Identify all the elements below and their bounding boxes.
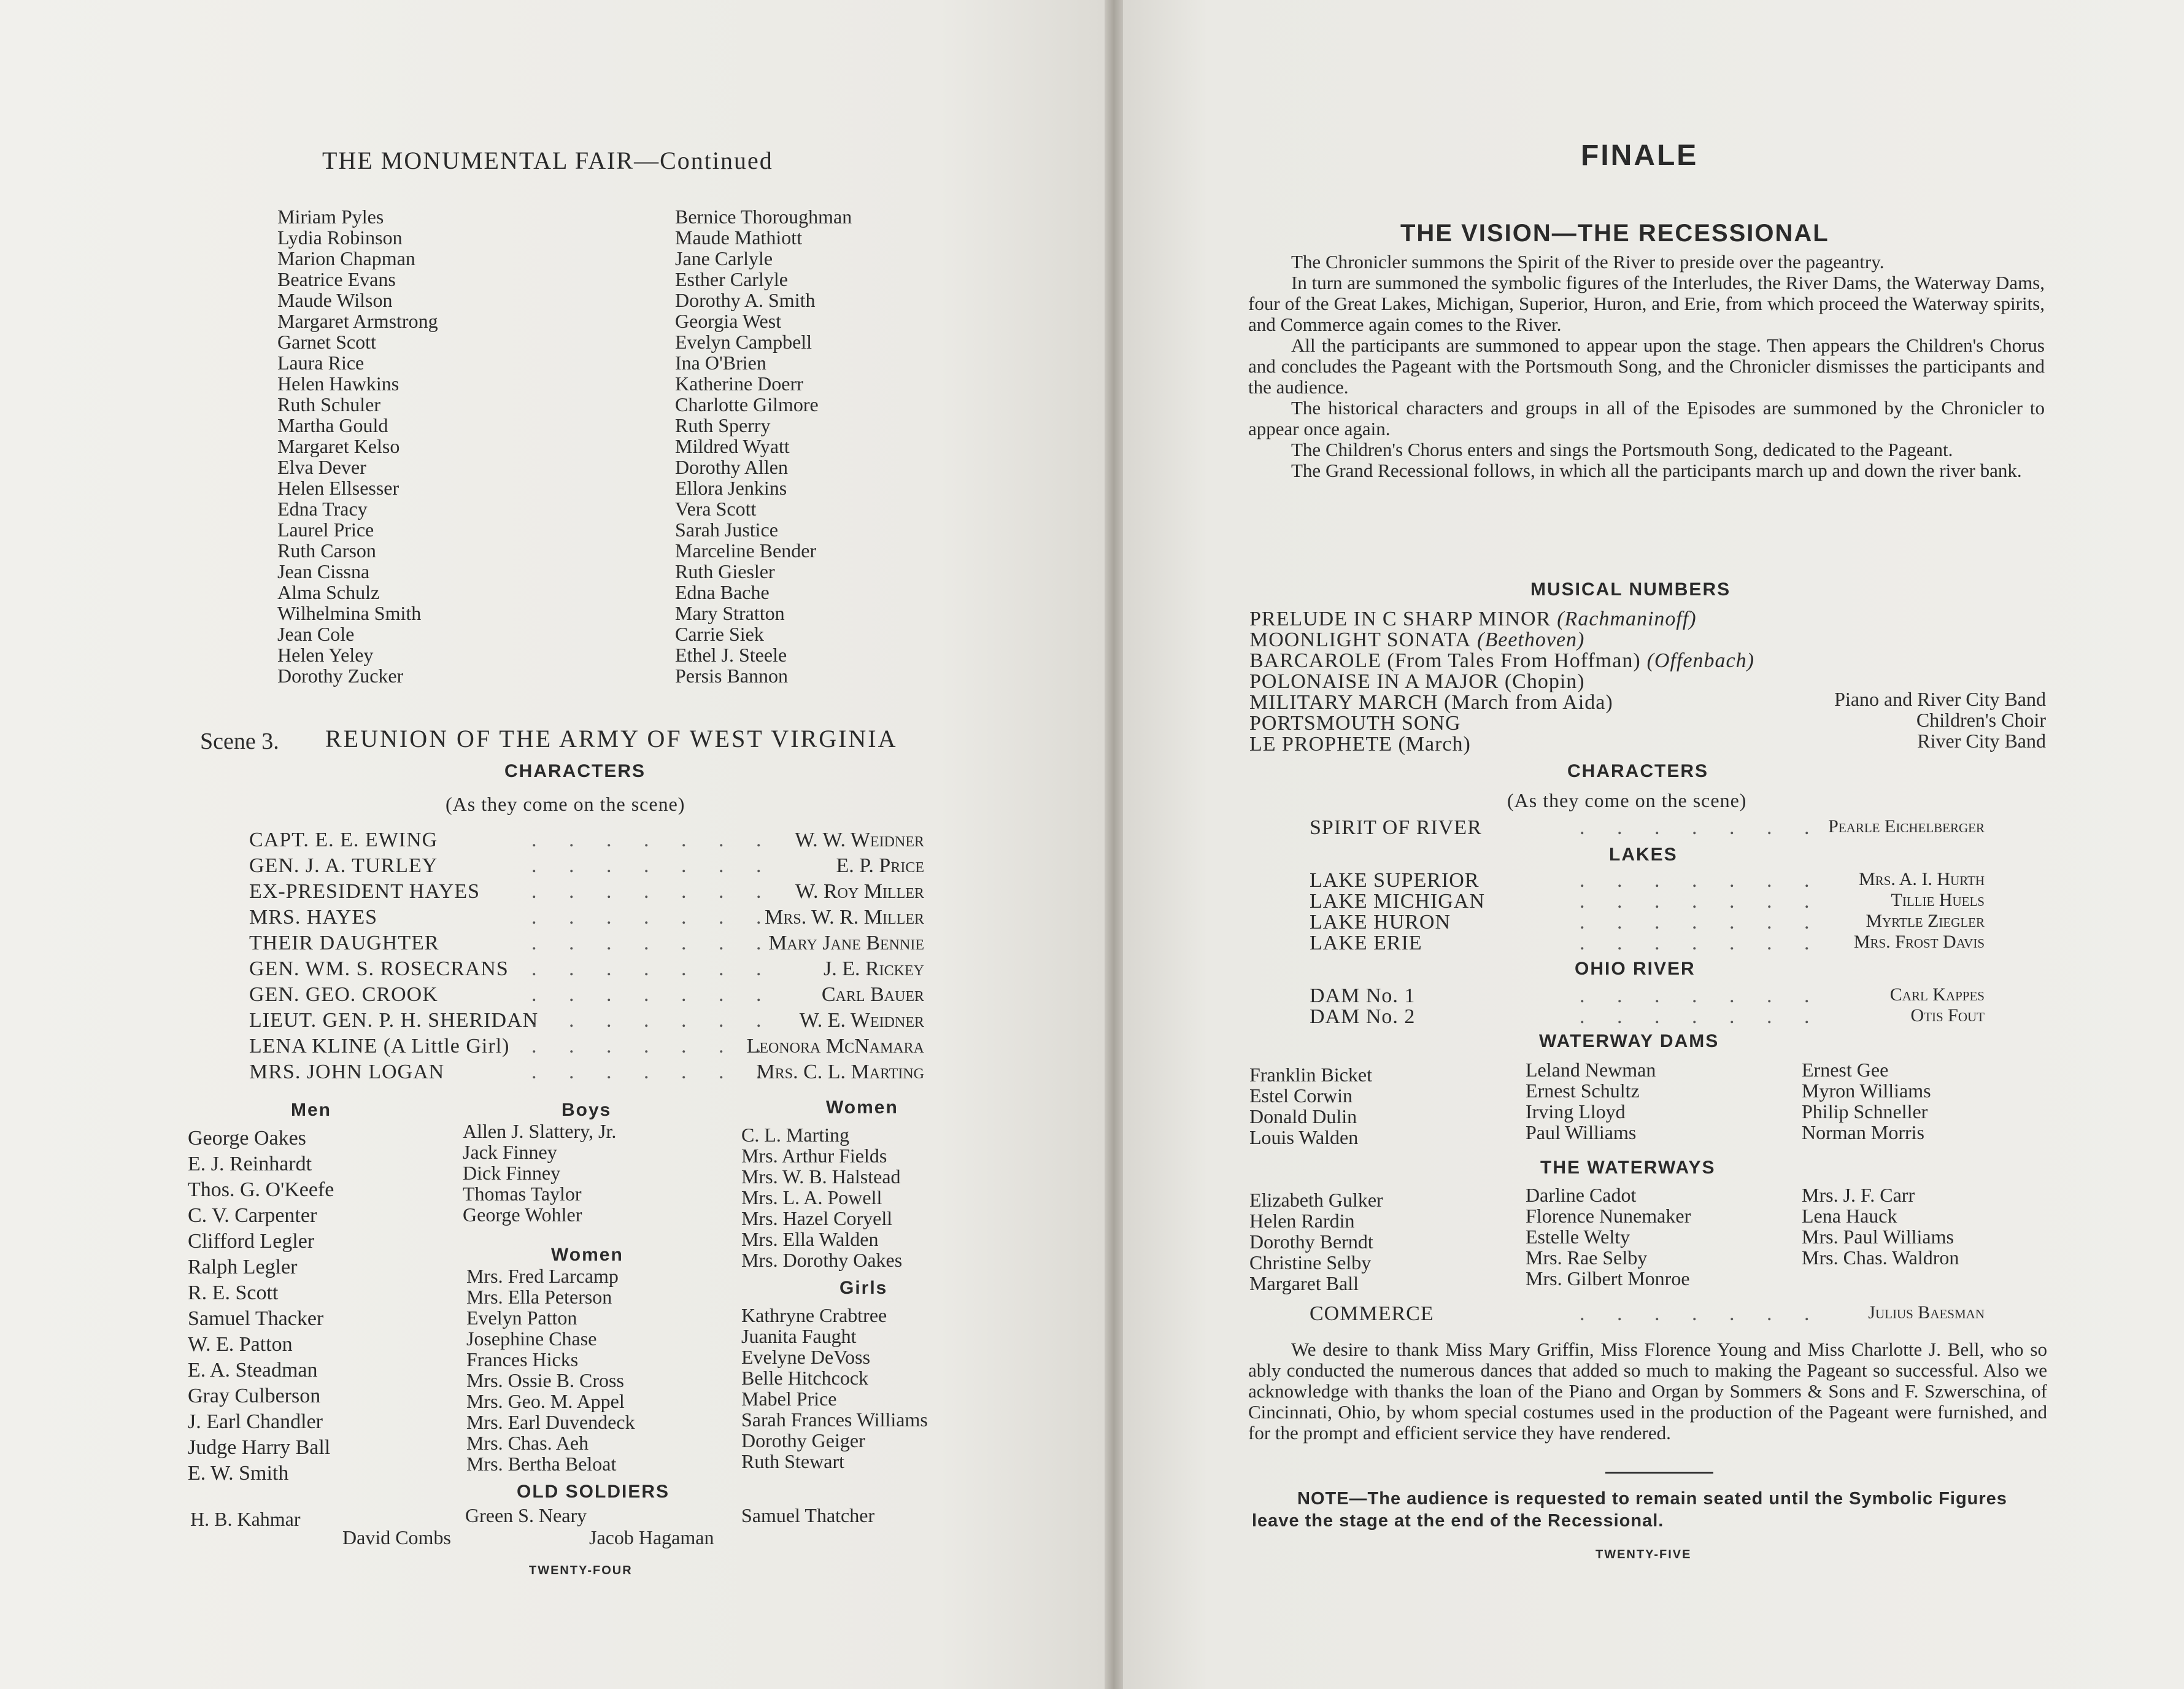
participant-name: Margaret Armstrong <box>277 310 438 332</box>
participant-name: Jean Cissna <box>277 560 370 582</box>
women-right-list <box>741 1124 902 1270</box>
role-name: CAPT. E. E. EWING <box>249 829 438 851</box>
participant-name: Norman Morris <box>1802 1121 1924 1143</box>
participant-name: Margaret Ball <box>1249 1272 1359 1294</box>
finale-characters-note: (As they come on the scene) <box>1507 789 1747 811</box>
fair-list-col1 <box>277 206 438 686</box>
participant-name: Irving Lloyd <box>1526 1100 1626 1123</box>
participant-name: Marion Chapman <box>277 247 415 269</box>
musical-composer: (Beethoven) <box>1477 628 1585 651</box>
participant-name: Dorothy A. Smith <box>675 289 816 311</box>
page-number: TWENTY-FIVE <box>1596 1548 1692 1561</box>
participant-name: Sarah Justice <box>675 519 778 541</box>
cast-row <box>1310 816 1985 837</box>
old-soldier: H. B. Kahmar <box>190 1508 301 1530</box>
participant-name: Darline Cadot <box>1526 1184 1637 1206</box>
page-title: THE MONUMENTAL FAIR—Continued <box>322 147 773 174</box>
participant-name: R. E. Scott <box>188 1281 279 1304</box>
participant-name: Helen Yeley <box>277 644 374 666</box>
participant-name: Persis Bannon <box>675 665 788 687</box>
participant-name: Ethel J. Steele <box>675 644 787 666</box>
role-name: DAM No. 2 <box>1310 1005 1416 1028</box>
book-gutter <box>1105 0 1123 1689</box>
participant-name: Ruth Carson <box>277 539 376 562</box>
participant-name: Judge Harry Ball <box>188 1436 331 1459</box>
role-name: LAKE ERIE <box>1310 932 1422 954</box>
participant-name: Evelyn Campbell <box>675 331 812 353</box>
participant-name: Lena Hauck <box>1802 1205 1897 1227</box>
cast-row <box>249 880 924 906</box>
role-name: COMMERCE <box>1310 1302 1434 1325</box>
paragraph: The Grand Recessional follows, in which all the participants march up and down the river bank. <box>1291 460 2022 481</box>
leader-dots: . . . . . . . <box>1580 869 1823 892</box>
actor-name: Julius Baesman <box>1868 1302 1985 1323</box>
participant-name: Elizabeth Gulker <box>1249 1189 1383 1211</box>
cast-row <box>249 829 924 854</box>
cast-row <box>249 1009 924 1035</box>
leader-dots: . . . . . . . <box>531 932 775 954</box>
role-name: LAKE SUPERIOR <box>1310 869 1480 892</box>
actor-name: Mrs. Frost Davis <box>1853 932 1985 952</box>
participant-name: Mabel Price <box>741 1388 837 1410</box>
participant-name: Mrs. Ossie B. Cross <box>466 1369 624 1391</box>
participant-name: Dorothy Berndt <box>1249 1231 1373 1253</box>
leader-dots: . . . . . . . <box>531 906 775 929</box>
participant-name: Myron Williams <box>1802 1080 1931 1102</box>
boys-heading: Boys <box>561 1100 612 1120</box>
participant-name: Elva Dever <box>277 456 366 478</box>
divider-rule <box>1605 1472 1713 1474</box>
leader-dots: . . . . . . . <box>531 854 775 877</box>
participant-name: Florence Nunemaker <box>1526 1205 1691 1227</box>
role-name: GEN. WM. S. ROSECRANS <box>249 957 509 980</box>
participant-name: Ellora Jenkins <box>675 477 787 499</box>
musical-number <box>1249 630 1754 651</box>
leader-dots: . . . . . . . <box>1580 911 1823 933</box>
participant-name: Leland Newman <box>1526 1059 1656 1081</box>
participant-name: Christine Selby <box>1249 1251 1372 1274</box>
leader-dots: . . . . . . . <box>531 983 775 1006</box>
actor-name: Mary Jane Bennie <box>768 932 924 954</box>
finale-title: FINALE <box>1581 139 1699 172</box>
musical-title: LE PROPHETE (March) <box>1249 733 1471 756</box>
participant-name: Ralph Legler <box>188 1256 298 1278</box>
participant-name: Mrs. Ella Walden <box>741 1228 879 1250</box>
participant-name: Josephine Chase <box>466 1328 597 1350</box>
actor-name: Myrtle Ziegler <box>1866 911 1985 931</box>
old-soldier: Samuel Thatcher <box>741 1504 875 1526</box>
participant-name: Frances Hicks <box>466 1348 579 1370</box>
participant-name: Lydia Robinson <box>277 226 403 249</box>
cast-row <box>249 1061 924 1086</box>
participant-name: George Oakes <box>188 1127 306 1150</box>
waterways-col3 <box>1802 1185 1959 1268</box>
leader-dots: . . . . . . . <box>531 957 775 980</box>
participant-name: J. Earl Chandler <box>188 1410 323 1433</box>
cast-row <box>249 1035 924 1061</box>
participant-name: Mrs. Paul Williams <box>1802 1226 1954 1248</box>
participant-name: Edna Tracy <box>277 498 368 520</box>
performer-credits <box>1657 689 2046 751</box>
participant-name: Mrs. Fred Larcamp <box>466 1265 619 1287</box>
cast-row <box>249 957 924 983</box>
actor-name: W. Roy Miller <box>795 880 924 903</box>
participant-name: Katherine Doerr <box>675 373 803 395</box>
actor-name: W. E. Weidner <box>799 1009 924 1032</box>
actor-name: Tillie Huels <box>1891 890 1985 910</box>
actor-name: E. P. Price <box>836 854 924 877</box>
waterway-dams-col2 <box>1526 1059 1656 1143</box>
participant-name: Mrs. Hazel Coryell <box>741 1207 893 1229</box>
girls-list <box>741 1305 928 1472</box>
fair-list-col2 <box>675 206 852 686</box>
spirit-of-river <box>1310 816 1985 837</box>
participant-name: W. E. Patton <box>188 1333 293 1356</box>
cast-row <box>249 983 924 1009</box>
participant-name: Allen J. Slattery, Jr. <box>463 1120 617 1142</box>
cast-row <box>1310 911 1985 932</box>
musical-heading: MUSICAL NUMBERS <box>1530 579 1731 600</box>
participant-name: Philip Schneller <box>1802 1100 1928 1123</box>
paragraph: The Chronicler summons the Spirit of the River to preside over the pageantry. <box>1291 251 1885 272</box>
thanks-paragraph <box>1248 1339 2047 1444</box>
leader-dots: . . . . . . . <box>1580 984 1823 1007</box>
participant-name: Maude Wilson <box>277 289 393 311</box>
finale-description <box>1248 252 2045 481</box>
participant-name: Ruth Giesler <box>675 560 775 582</box>
old-soldiers-heading: OLD SOLDIERS <box>517 1482 670 1502</box>
participant-name: Alma Schulz <box>277 581 380 603</box>
leader-dots: . . . . . . . <box>1580 816 1823 839</box>
participant-name: Mrs. J. F. Carr <box>1802 1184 1915 1206</box>
women-center-list <box>466 1266 635 1474</box>
role-name: MRS. JOHN LOGAN <box>249 1061 445 1083</box>
participant-name: Mrs. Dorothy Oakes <box>741 1249 903 1271</box>
cast-row <box>1310 1302 1985 1323</box>
leader-dots: . . . . . . . <box>531 1061 775 1083</box>
participant-name: Ruth Schuler <box>277 393 380 415</box>
lakes-list <box>1310 869 1985 953</box>
scene-title: REUNION OF THE ARMY OF WEST VIRGINIA <box>325 725 898 752</box>
boys-list <box>463 1121 616 1225</box>
participant-name: Louis Walden <box>1249 1126 1359 1148</box>
participant-name: Mrs. Geo. M. Appel <box>466 1390 625 1412</box>
paragraph: The historical characters and groups in all of the Episodes are summoned by the Chronicler to appear once again. <box>1248 397 2045 439</box>
participant-name: Dorothy Geiger <box>741 1429 865 1451</box>
dams-list <box>1310 984 1985 1026</box>
leader-dots: . . . . . . . <box>1580 932 1823 954</box>
old-soldier: Jacob Hagaman <box>589 1526 714 1548</box>
participant-name: Martha Gould <box>277 414 388 436</box>
cast-row <box>1310 932 1985 953</box>
participant-name: Belle Hitchcock <box>741 1367 869 1389</box>
waterways-col1 <box>1249 1189 1383 1294</box>
participant-name: Helen Ellsesser <box>277 477 399 499</box>
actor-name: W. W. Weidner <box>795 829 924 851</box>
cast-row <box>1310 1005 1985 1026</box>
finale-characters-heading: CHARACTERS <box>1567 761 1708 781</box>
role-name: LAKE HURON <box>1310 911 1451 933</box>
participant-name: Mrs. Gilbert Monroe <box>1526 1267 1690 1289</box>
paragraph: The Children's Chorus enters and sings the Portsmouth Song, dedicated to the Pageant. <box>1291 439 1953 460</box>
actor-name: Otis Fout <box>1910 1005 1985 1026</box>
actor-name: Mrs. C. L. Marting <box>756 1061 924 1083</box>
leader-dots: . . . . . . . <box>531 1009 775 1032</box>
cast-row <box>249 854 924 880</box>
participant-name: Mrs. Chas. Waldron <box>1802 1246 1959 1269</box>
participant-name: Sarah Frances Williams <box>741 1409 928 1431</box>
participant-name: Carrie Siek <box>675 623 764 645</box>
participant-name: Beatrice Evans <box>277 268 396 290</box>
leader-dots: . . . . . . . <box>531 1035 775 1057</box>
participant-name: Evelyne DeVoss <box>741 1346 871 1368</box>
finale-subtitle: THE VISION—THE RECESSIONAL <box>1400 220 1829 247</box>
participant-name: Mrs. Rae Selby <box>1526 1246 1648 1269</box>
participant-name: Bernice Thoroughman <box>675 206 852 228</box>
thanks-text: We desire to thank Miss Mary Griffin, Miss Florence Young and Miss Charlotte J. Bell, who so ably conducted the numerous dances that added so much to making the Pageant so successful. Also we acknowledge with thanks the loan of the Piano and Organ by Sommers & Sons and F. Szwerschina, of Cincinnati, Ohio, by whom special costumes used in the production of the Pageant were furnished, and for the prompt and efficient service they have rendered. <box>1248 1339 2047 1444</box>
participant-name: E. W. Smith <box>188 1462 289 1485</box>
participant-name: Edna Bache <box>675 581 770 603</box>
musical-number <box>1249 651 1754 671</box>
leader-dots: . . . . . . . <box>1580 890 1823 913</box>
performer: Piano and River City Band <box>1834 688 2046 710</box>
performer: River City Band <box>1917 730 2046 752</box>
women-heading-right: Women <box>826 1097 898 1118</box>
participant-name: E. J. Reinhardt <box>188 1153 312 1175</box>
women-heading-center: Women <box>551 1245 623 1265</box>
musical-title: PORTSMOUTH SONG <box>1249 712 1461 735</box>
characters-heading: CHARACTERS <box>504 761 646 781</box>
role-name: SPIRIT OF RIVER <box>1310 816 1482 839</box>
participant-name: Evelyn Patton <box>466 1307 577 1329</box>
participant-name: Jack Finney <box>463 1141 557 1163</box>
participant-name: E. A. Steadman <box>188 1359 318 1382</box>
characters-note: (As they come on the scene) <box>446 793 685 815</box>
participant-name: Georgia West <box>675 310 782 332</box>
participant-name: Miriam Pyles <box>277 206 384 228</box>
participant-name: George Wohler <box>463 1204 582 1226</box>
musical-title: PRELUDE IN C SHARP MINOR <box>1249 608 1551 630</box>
actor-name: Carl Kappes <box>1889 984 1985 1005</box>
leader-dots: . . . . . . . <box>531 880 775 903</box>
scene-label: Scene 3. <box>200 729 279 754</box>
participant-name: Charlotte Gilmore <box>675 393 819 415</box>
participant-name: Laurel Price <box>277 519 374 541</box>
leader-dots: . . . . . . . <box>531 829 775 851</box>
waterways-col2 <box>1526 1185 1691 1289</box>
participant-name: Vera Scott <box>675 498 757 520</box>
actor-name: Pearle Eichelberger <box>1828 816 1985 837</box>
role-name: LIEUT. GEN. P. H. SHERIDAN <box>249 1009 539 1032</box>
role-name: LAKE MICHIGAN <box>1310 890 1485 913</box>
participant-name: Mrs. L. A. Powell <box>741 1186 882 1208</box>
participant-name: Helen Rardin <box>1249 1210 1355 1232</box>
role-name: MRS. HAYES <box>249 906 378 929</box>
participant-name: C. L. Marting <box>741 1124 849 1146</box>
participant-name: Ruth Stewart <box>741 1450 844 1472</box>
participant-name: Dorothy Allen <box>675 456 788 478</box>
actor-name: J. E. Rickey <box>823 957 924 980</box>
commerce-row <box>1310 1302 1985 1323</box>
cast-row <box>249 932 924 957</box>
old-soldier: Green S. Neary <box>465 1504 587 1526</box>
men-list <box>188 1126 334 1486</box>
participant-name: Ina O'Brien <box>675 352 766 374</box>
role-name: THEIR DAUGHTER <box>249 932 439 954</box>
waterway-dams-col1 <box>1249 1064 1372 1148</box>
lakes-heading: LAKES <box>1609 844 1678 865</box>
role-name: GEN. J. A. TURLEY <box>249 854 438 877</box>
participant-name: Laura Rice <box>277 352 365 374</box>
participant-name: Estelle Welty <box>1526 1226 1630 1248</box>
participant-name: Ernest Schultz <box>1526 1080 1640 1102</box>
page-number: TWENTY-FOUR <box>529 1564 633 1577</box>
cast-row <box>1310 984 1985 1005</box>
participant-name: Margaret Kelso <box>277 435 400 457</box>
role-name: EX-PRESIDENT HAYES <box>249 880 480 903</box>
participant-name: Franklin Bicket <box>1249 1064 1372 1086</box>
participant-name: Jane Carlyle <box>675 247 773 269</box>
leader-dots: . . . . . . . <box>1580 1302 1823 1325</box>
waterway-dams-heading: WATERWAY DAMS <box>1539 1031 1719 1051</box>
participant-name: Samuel Thacker <box>188 1307 324 1330</box>
musical-title: MILITARY MARCH (March from Aida) <box>1249 691 1613 714</box>
ohio-heading: OHIO RIVER <box>1575 959 1696 979</box>
participant-name: Estel Corwin <box>1249 1084 1352 1107</box>
actor-name: Leonora McNamara <box>746 1035 924 1057</box>
performer: Children's Choir <box>1916 709 2046 731</box>
participant-name: Clifford Legler <box>188 1230 315 1253</box>
participant-name: Thos. G. O'Keefe <box>188 1178 334 1201</box>
musical-title: MOONLIGHT SONATA <box>1249 628 1472 651</box>
participant-name: Donald Dulin <box>1249 1105 1357 1127</box>
note: NOTE—The audience is requested to remain seated until the Symbolic Figures leave the stage at the end of the Recessional. <box>1252 1489 2007 1531</box>
cast-row <box>249 906 924 932</box>
participant-name: Dorothy Zucker <box>277 665 404 687</box>
participant-name: Paul Williams <box>1526 1121 1637 1143</box>
cast-list <box>249 829 924 1086</box>
participant-name: Juanita Faught <box>741 1325 857 1347</box>
leader-dots: . . . . . . . <box>1580 1005 1823 1028</box>
participant-name: Mrs. Ella Peterson <box>466 1286 612 1308</box>
participant-name: Dick Finney <box>463 1162 561 1184</box>
participant-name: Garnet Scott <box>277 331 376 353</box>
girls-heading: Girls <box>839 1278 888 1298</box>
cast-row <box>1310 869 1985 890</box>
participant-name: Helen Hawkins <box>277 373 399 395</box>
participant-name: Jean Cole <box>277 623 355 645</box>
participant-name: C. V. Carpenter <box>188 1204 317 1227</box>
role-name: LENA KLINE (A Little Girl) <box>249 1035 510 1057</box>
participant-name: Gray Culberson <box>188 1385 321 1407</box>
actor-name: Carl Bauer <box>821 983 924 1006</box>
participant-name: Kathryne Crabtree <box>741 1304 887 1326</box>
musical-title: BARCAROLE (From Tales From Hoffman) <box>1249 649 1641 672</box>
participant-name: Marceline Bender <box>675 539 817 562</box>
paragraph: In turn are summoned the symbolic figures of the Interludes, the River Dams, the Waterway Dams, four of the Great Lakes, Michigan, Superior, Huron, and Erie, from which proceed the Waterway spirits, and Commerce again comes to the River. <box>1248 272 2045 335</box>
participant-name: Mrs. Bertha Beloat <box>466 1453 617 1475</box>
participant-name: Mildred Wyatt <box>675 435 790 457</box>
participant-name: Mary Stratton <box>675 602 785 624</box>
participant-name: Mrs. Chas. Aeh <box>466 1432 589 1454</box>
old-soldier: David Combs <box>342 1526 451 1548</box>
musical-composer: (Offenbach) <box>1646 649 1754 672</box>
participant-name: Ruth Sperry <box>675 414 771 436</box>
role-name: GEN. GEO. CROOK <box>249 983 438 1006</box>
musical-title: POLONAISE IN A MAJOR (Chopin) <box>1249 670 1585 693</box>
men-heading: Men <box>291 1100 331 1120</box>
actor-name: Mrs. W. R. Miller <box>765 906 924 929</box>
waterways-heading: THE WATERWAYS <box>1540 1158 1716 1178</box>
paragraph: All the participants are summoned to appear upon the stage. Then appears the Children's Chorus and concludes the Pageant with the Portsmouth Song, and the Chronicler dismisses the participants and the audience. <box>1248 334 2045 398</box>
participant-name: Mrs. W. B. Halstead <box>741 1165 901 1188</box>
participant-name: Mrs. Earl Duvendeck <box>466 1411 635 1433</box>
participant-name: Thomas Taylor <box>463 1183 582 1205</box>
musical-composer: (Rachmaninoff) <box>1557 608 1697 630</box>
participant-name: Mrs. Arthur Fields <box>741 1145 887 1167</box>
musical-number <box>1249 609 1754 630</box>
participant-name: Ernest Gee <box>1802 1059 1889 1081</box>
role-name: DAM No. 1 <box>1310 984 1416 1007</box>
participant-name: Wilhelmina Smith <box>277 602 422 624</box>
actor-name: Mrs. A. I. Hurth <box>1859 869 1985 889</box>
participant-name: Maude Mathiott <box>675 226 803 249</box>
participant-name: Esther Carlyle <box>675 268 788 290</box>
cast-row <box>1310 890 1985 911</box>
waterway-dams-col3 <box>1802 1059 1931 1143</box>
